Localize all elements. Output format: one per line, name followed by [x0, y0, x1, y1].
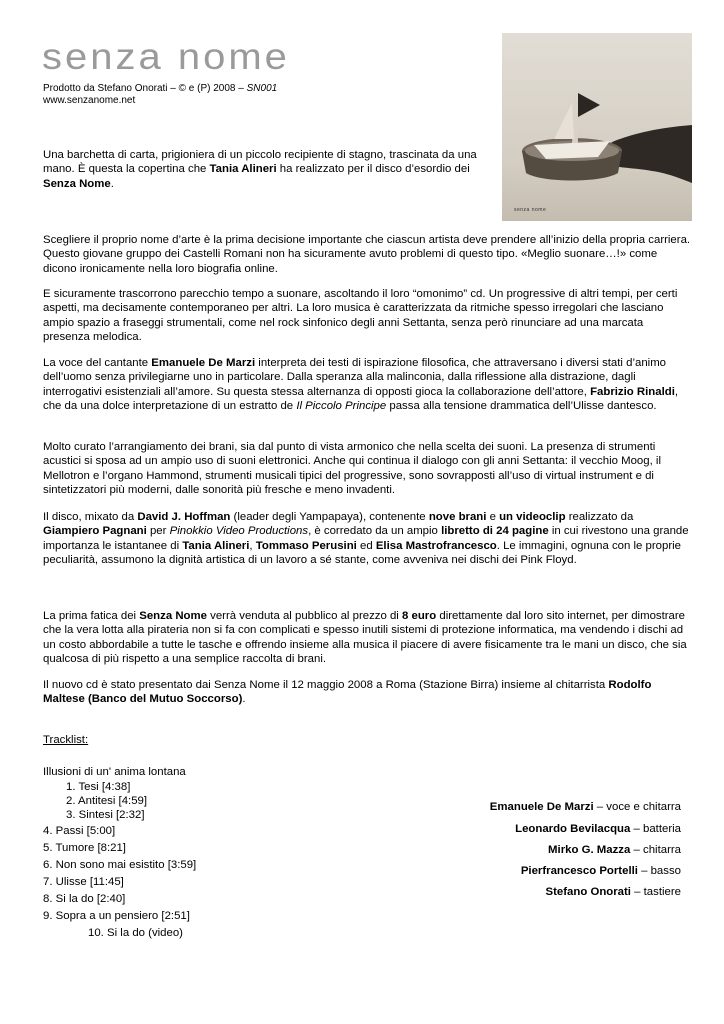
text-run: passa alla tensione drammatica dell’Ulisse dantesco.	[386, 400, 657, 413]
member-name: Pierfrancesco Portelli	[520, 865, 638, 877]
paragraph-7	[43, 678, 691, 707]
bold-text: David J. Hoffman	[137, 511, 231, 523]
text-run: La voce del cantante	[43, 357, 152, 369]
member-role: – batteria	[630, 823, 681, 835]
track-item: 6. Non sono mai esistito [3:59]	[43, 859, 197, 871]
text-run: ,	[249, 539, 256, 552]
band-member	[546, 886, 681, 898]
track-item: 7. Ulisse [11:45]	[43, 876, 124, 888]
member-role: – voce e chitarra	[593, 801, 681, 813]
bold-text: Tommaso Perusini	[255, 539, 357, 552]
text-run: ha realizzato per il disco d’esordio dei	[276, 163, 470, 176]
member-role: – tastiere	[630, 886, 681, 898]
bold-text: libretto di 24 pagine	[441, 525, 549, 538]
text-run: (leader degli Yampapaya), contenente	[230, 511, 429, 523]
member-name: Leonardo Bevilacqua	[515, 823, 631, 835]
text-run: Scegliere il proprio nome d’arte è la prima decisione importante che ciascun artista deve prendere all’inizio della propria carriera. Questo giovane gruppo dei Castelli Romani non ha sicuramente avuto problemi di questo tipo. «Meglio suonare…!» come dicono ironicamente nella loro biografia online.	[43, 234, 691, 275]
text-run: Il disco, mixato da	[43, 511, 138, 523]
track-item: 3. Sintesi [2:32]	[66, 809, 145, 821]
band-member	[515, 823, 681, 835]
bold-text: Tania Alineri	[182, 539, 250, 552]
band-member	[490, 801, 681, 813]
band-member	[521, 865, 681, 877]
bold-text: un videoclip	[499, 511, 566, 523]
bold-text: Fabrizio Rinaldi	[590, 385, 675, 398]
track-item: 2. Antitesi [4:59]	[66, 795, 148, 807]
track-item: 9. Sopra a un pensiero [2:51]	[43, 910, 190, 922]
band-member	[548, 844, 681, 856]
paragraph-1	[43, 233, 691, 276]
credit-text: Prodotto da Stefano Onorati – © e (P) 2008 –	[43, 83, 247, 94]
intro-paragraph	[43, 148, 489, 191]
cover-label: senza nome	[514, 207, 547, 213]
text-run: verrà venduta al pubblico al prezzo di	[206, 610, 403, 622]
track-item: 4. Passi [5:00]	[43, 825, 116, 837]
bold-text: Senza Nome	[43, 177, 111, 190]
paragraph-4	[43, 440, 691, 498]
production-credit	[43, 83, 277, 107]
text-run: E sicuramente trascorrono parecchio tempo a suonare, ascoltando il loro “omonimo” cd. Un progressive di altri tempi, per certi aspetti, ma decisamente contemporaneo per altri. La loro musica è caratterizzata da ritmiche spesso irregolari che lasciano ampio spazio a fraseggi strumentali, come nel rock sinfonico degli anni Settanta, senza però rinunciare ad una marcata presenza melodica.	[43, 288, 678, 344]
text-run: in cui rivestono una grande importanza le istantanee di	[43, 525, 689, 552]
paragraph-2	[43, 287, 691, 345]
member-name: Stefano Onorati	[545, 886, 631, 898]
suite-title: Illusioni di un' anima lontana	[43, 766, 186, 778]
member-role: – chitarra	[630, 844, 681, 856]
tracklist-heading: Tracklist:	[43, 734, 89, 746]
text-run: per	[146, 525, 170, 538]
member-name: Emanuele De Marzi	[489, 801, 594, 813]
website-text: www.senzanome.net	[43, 95, 136, 106]
senza-nome-logo: senza nome	[42, 36, 290, 78]
track-item: 8. Si la do [2:40]	[43, 893, 126, 905]
album-cover-image	[502, 33, 692, 221]
track-item: 5. Tumore [8:21]	[43, 842, 126, 854]
text-run: .	[242, 693, 246, 706]
paragraph-3	[43, 356, 691, 414]
bold-text: Elisa Mastrofrancesco	[375, 539, 497, 552]
bold-text: Tania Alineri	[209, 163, 277, 176]
italic-text: Pinokkio Video Productions	[169, 525, 309, 538]
text-run: Una barchetta di carta, prigioniera di un piccolo recipiente di stagno, trascinata da una mano. È questa la copertina che	[43, 149, 477, 176]
text-run: . Le immagini, ognuna con le proprie peculiarità, assumono la dignità artistica di un lavoro a sé stante, come avveniva nei dischi dei Pink Floyd.	[43, 539, 682, 567]
text-run: , che da una dolce interpretazione di un estratto de	[43, 385, 679, 413]
catalog-number: SN001	[246, 83, 278, 94]
text-run: Molto curato l’arrangiamento dei brani, sia dal punto di vista armonico che nella scelta dei suoni. La presenza di strumenti acustici si sposa ad un ampio uso di suoni elettronici. Anche qui continua il dialogo con gli anni Settanta: il vecchio Moog, il Mellotron e l’organo Hammond, strumenti musicali tipici del progressive, sono sovrapposti all’uso di virtual instrument e di sintetizzatori più moderni, dalle sonorità più fresche e meno invadenti.	[43, 441, 661, 497]
paragraph-5	[43, 510, 691, 568]
bold-text: Giampiero Pagnani	[43, 525, 147, 538]
text-run: La prima fatica dei	[43, 610, 140, 622]
text-run: .	[110, 177, 114, 190]
text-run: direttamente dal loro sito internet, per dimostrare che la vera lotta alla pirateria non si fa con complicati e spesso inutili sistemi di protezione informatica, ma vendendo i dischi ad un costo abbordabile a tutte le tasche e offrendo insieme alla musica il piacere di avere fisicamente tra le mani un disco, che sia qualcosa di più rispetto a una semplice raccolta di brani.	[43, 610, 687, 666]
member-name: Mirko G. Mazza	[548, 844, 631, 856]
text-run: ed	[356, 539, 376, 552]
bold-text: Rodolfo Maltese (Banco del Mutuo Soccorso)	[43, 679, 652, 706]
text-run: interpreta dei testi di ispirazione filosofica, che attraversano i diversi stati d’animo dell’uomo senza privilegiarne uno in particolare. Dalla speranza alla malinconia, dalla riflessione alla distrazione, dagli interrogativi esistenziali all’amore. Su questa stessa alternanza di opposti gioca la collaborazione dell’attore,	[43, 357, 667, 398]
text-run: Il nuovo cd è stato presentato dai Senza Nome il 12 maggio 2008 a Roma (Stazione Birra) insieme al chitarrista	[43, 679, 609, 691]
bold-text: nove brani	[428, 511, 487, 523]
track-item-video: 10. Si la do (video)	[88, 927, 183, 939]
bold-text: Emanuele De Marzi	[151, 357, 256, 369]
text-run: , è corredato da un ampio	[308, 525, 442, 538]
paragraph-6	[43, 609, 691, 667]
track-item: 1. Tesi [4:38]	[66, 781, 131, 793]
bold-text: Senza Nome	[139, 610, 207, 622]
paper-boat-in-hand-icon	[502, 33, 692, 221]
bold-text: 8 euro	[402, 610, 437, 622]
italic-text: Il Piccolo Principe	[296, 400, 387, 413]
member-role: – basso	[637, 865, 681, 877]
text-run: realizzato da	[565, 511, 634, 523]
text-run: e	[486, 511, 500, 523]
